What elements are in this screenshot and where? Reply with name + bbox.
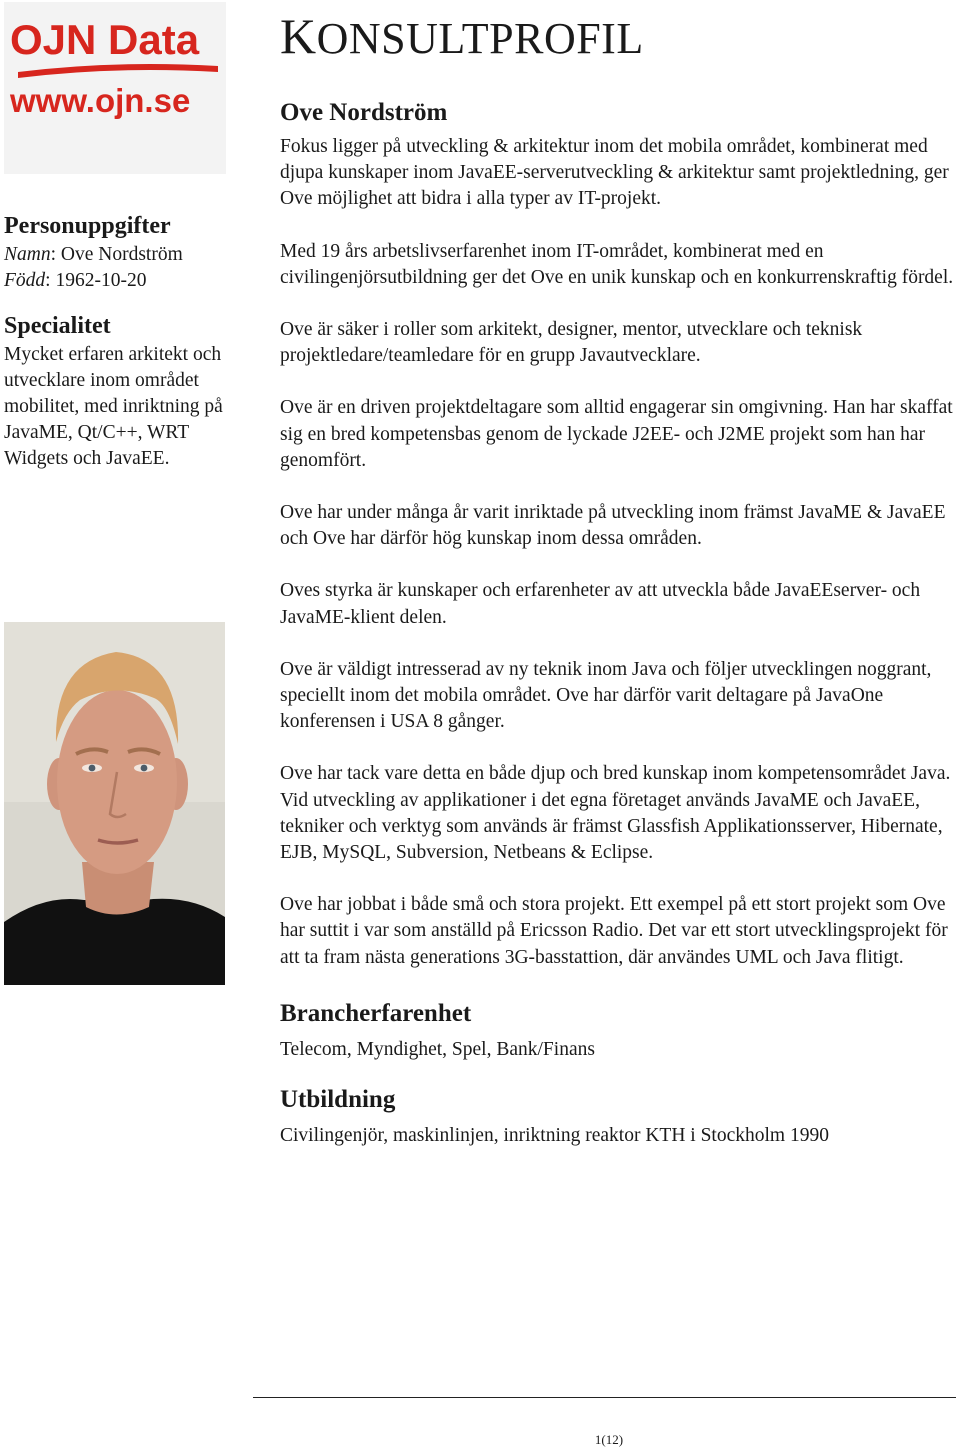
sidebar: [4, 210, 229, 472]
consultant-name: Ove Nordström: [280, 99, 448, 126]
paragraph: Med 19 års arbetslivserfarenhet inom IT-området, kombinerat med en civilingenjörsutbildning ger det Ove en unik kunskap och en konkurrenskraftig fördel.: [280, 240, 954, 288]
name-value: : Ove Nordström: [50, 244, 183, 265]
education-heading: Utbildning: [280, 1086, 396, 1114]
paragraph: Fokus ligger på utveckling & arkitektur inom det mobila området, kombinerat med djupa kunskaper inom JavaEE-serverutveckling & arkitektur samt projektledning, ger Ove möjlighet att bidra i alla typer av IT-projekt.: [280, 136, 949, 210]
title-first-letter: K: [280, 8, 317, 64]
page-number: [0, 1432, 918, 1448]
logo-url: www.ojn.se: [10, 82, 191, 119]
company-logo: [4, 2, 226, 174]
paragraph: Ove har under många år varit inriktade på utveckling inom främst JavaME & JavaEE och Ove har därför hög kunskap inom dessa områden.: [280, 502, 946, 550]
paragraph: Oves styrka är kunskaper och erfarenheter av att utveckla både JavaEEserver- och JavaME-klient delen.: [280, 580, 921, 628]
industry-heading: Brancherfarenhet: [280, 999, 472, 1027]
industry-text: Telecom, Myndighet, Spel, Bank/Finans: [280, 1038, 595, 1060]
name-row: [4, 242, 229, 268]
born-label: Född: [4, 270, 46, 291]
paragraph: Ove är säker i roller som arkitekt, designer, mentor, utvecklare och teknisk projektledare/teamledare för en grupp Javautvecklare.: [280, 319, 863, 367]
born-row: [4, 268, 229, 294]
page-number-text: 1(12): [594, 1432, 624, 1447]
name-label: Namn: [4, 244, 51, 265]
education-text: Civilingenjör, maskinlinjen, inriktning reaktor KTH i Stockholm 1990: [280, 1125, 829, 1147]
paragraph: Ove är väldigt intresserad av ny teknik inom Java och följer utvecklingen noggrant, speciellt inom det mobila området. Ove har därför varit deltagare på JavaOne konferensen i USA 8 gånger.: [280, 658, 932, 733]
page-title: [280, 8, 644, 67]
footer-divider: [253, 1397, 956, 1398]
logo-name: OJN Data: [10, 16, 200, 63]
title-rest: ONSULTPROFIL: [316, 14, 644, 63]
specialty-text: Mycket erfaren arkitekt och utvecklare inom området mobilitet, med inriktning på JavaME, Qt/C++, WRT Widgets och JavaEE.: [4, 344, 223, 469]
portrait-photo: [4, 622, 225, 985]
born-value: : 1962-10-20: [45, 270, 147, 291]
paragraph: Ove har tack vare detta en både djup och bred kunskap inom kompetensområdet Java. Vid utveckling av applikationer i det egna företaget används JavaME och JavaEE, tekniker och verktyg som används är främst Glassfish Applikationsserver, Hibernate, EJB, MySQL, Subversion, Netbeans & Eclipse.: [280, 763, 951, 864]
paragraph: Ove är en driven projektdeltagare som alltid engagerar sin omgivning. Han har skaffat sig en bred kompetensbas genom de lyckade J2EE- och J2ME projekt som han har genomfört.: [280, 397, 953, 471]
main-content: [280, 96, 960, 1169]
specialty-heading: Specialitet: [4, 313, 111, 339]
personal-heading: Personuppgifter: [4, 213, 171, 239]
paragraph: Ove har jobbat i både små och stora projekt. Ett exempel på ett stort projekt som Ove har suttit i var som anställd på Ericsson Radio. Det var ett stort utvecklingsprojekt för att ta fram nästa generations 3G-basstattion, där användes UML och Java flitigt.: [280, 894, 948, 968]
